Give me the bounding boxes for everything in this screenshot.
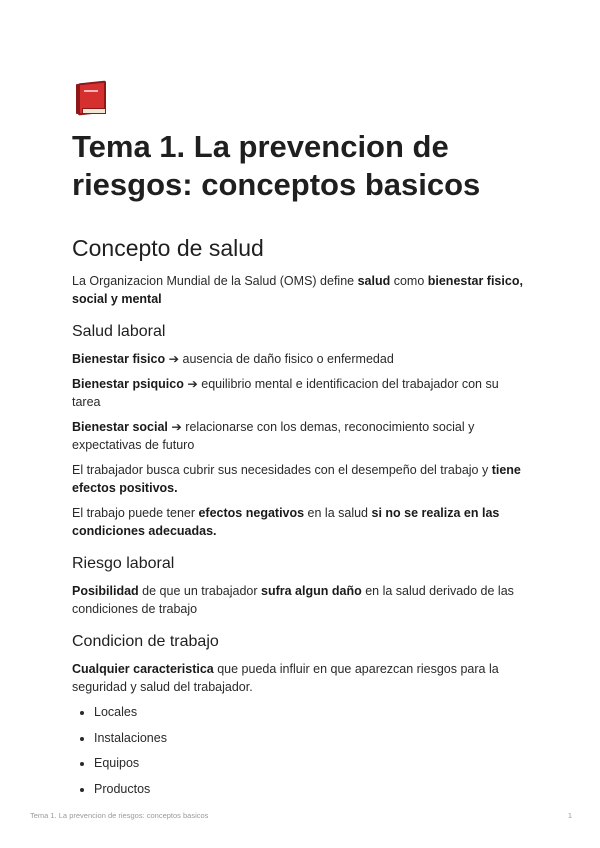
list-item: • Productos	[94, 780, 528, 798]
paragraph-oms-definition: La Organizacion Mundial de la Salud (OMS) define salud como bienestar fisico, social y mental	[72, 274, 523, 306]
heading-riesgo-laboral: Riesgo laboral	[72, 555, 175, 572]
page-title: Tema 1. La prevencion de riesgos: conceptos basicos	[72, 129, 481, 202]
paragraph-bienestar-social: Bienestar social ➔ relacionarse con los demas, reconocimiento social y expectativas de futuro	[72, 420, 475, 452]
list-item: • Instalaciones	[94, 729, 528, 747]
condiciones-list	[72, 703, 528, 798]
paragraph-bienestar-psiquico: Bienestar psiquico ➔ equilibrio mental e identificacion del trabajador con su tarea	[72, 377, 499, 409]
heading-salud-laboral: Salud laboral	[72, 323, 166, 340]
footer-title: Tema 1. La prevencion de riesgos: conceptos basicos	[30, 811, 209, 820]
document-page	[72, 78, 528, 805]
red-book-icon	[72, 78, 110, 116]
paragraph-condicion-definition: Cualquier caracteristica que pueda influir en que aparezcan riesgos para la seguridad y salud del trabajador.	[72, 662, 499, 694]
page-number: 1	[567, 811, 572, 820]
paragraph-efectos-positivos: El trabajador busca cubrir sus necesidades con el desempeño del trabajo y tiene efectos positivos.	[72, 463, 521, 495]
page-footer	[30, 811, 572, 820]
list-item: • Equipos	[94, 754, 528, 772]
list-item: • Locales	[94, 703, 528, 721]
paragraph-riesgo-definition: Posibilidad de que un trabajador sufra algun daño en la salud derivado de las condiciones de trabajo	[72, 584, 514, 616]
paragraph-efectos-negativos: El trabajo puede tener efectos negativos en la salud si no se realiza en las condiciones adecuadas.	[72, 506, 500, 538]
heading-condicion-trabajo: Condicion de trabajo	[72, 633, 219, 650]
paragraph-bienestar-fisico: Bienestar fisico ➔ ausencia de daño fisico o enfermedad	[72, 352, 394, 366]
heading-concepto-salud: Concepto de salud	[72, 235, 264, 261]
